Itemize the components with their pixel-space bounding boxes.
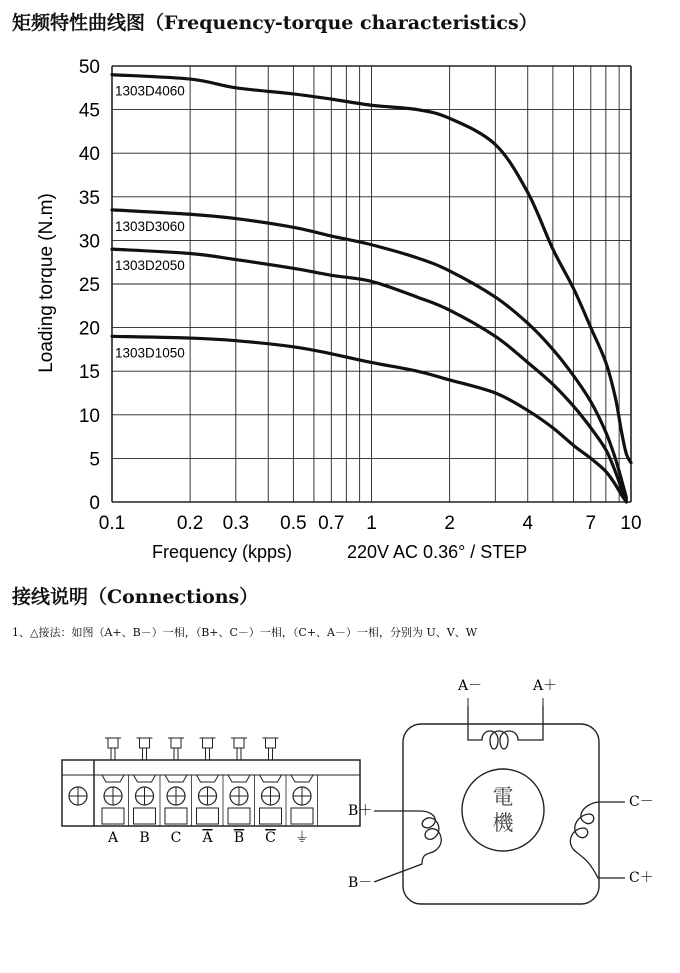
x-tick-label: 2 xyxy=(444,513,455,534)
terminal-label: A xyxy=(107,830,119,846)
motor-char-1: 電 xyxy=(492,785,514,809)
y-tick-label: 15 xyxy=(78,362,100,384)
terminal-label: B xyxy=(233,830,245,846)
terminal-label: C xyxy=(265,830,276,846)
y-tick-label: 20 xyxy=(78,318,100,340)
x-tick-label: 0.3 xyxy=(222,513,250,534)
terminal-labels xyxy=(107,830,309,846)
label-a-minus: A－ xyxy=(457,678,483,694)
y-tick-label: 40 xyxy=(78,144,100,166)
motor-char-2: 機 xyxy=(492,811,514,835)
series-label: 1303D4060 xyxy=(115,83,185,99)
label-a-plus: A＋ xyxy=(532,678,558,694)
y-tick-label: 50 xyxy=(78,57,100,78)
x-axis-label: Frequency (kpps) xyxy=(152,542,293,562)
series-line-1303D2050 xyxy=(112,249,626,500)
x-tick-label: 4 xyxy=(522,513,534,534)
label-b-minus: B－ xyxy=(348,875,373,891)
motor-wiring-diagram xyxy=(340,668,660,908)
series-line-1303D1050 xyxy=(112,336,626,502)
label-c-minus: C－ xyxy=(629,794,654,810)
terminal-block-body xyxy=(62,760,360,826)
terminal-label: A xyxy=(202,830,213,846)
series-label: 1303D3060 xyxy=(115,218,185,234)
connections-note: 1、△接法：如图（A+、B－）一相，（B+、C－）一相，（C+、A－）一相，分别为 U、V、W xyxy=(12,626,478,639)
ground-icon: ⏚ xyxy=(295,830,309,846)
x-tick-label: 10 xyxy=(620,513,642,534)
x-tick-label: 0.5 xyxy=(280,513,307,534)
x-tick-label: 0.2 xyxy=(176,513,204,534)
chart-tick-labels xyxy=(79,57,642,534)
connections-section-title: 接线说明（Connections） xyxy=(12,586,259,608)
y-tick-label: 10 xyxy=(78,405,100,427)
chart-grid xyxy=(112,66,631,502)
y-tick-label: 25 xyxy=(78,275,100,296)
x-tick-label: 7 xyxy=(585,513,597,534)
y-tick-label: 5 xyxy=(89,449,100,471)
coil-c xyxy=(570,802,625,878)
y-tick-label: 30 xyxy=(78,231,100,253)
y-tick-label: 35 xyxy=(78,187,100,209)
coil-b xyxy=(374,811,441,882)
y-axis-label: Loading torque (N.m) xyxy=(36,193,57,373)
terminal-block-diagram xyxy=(50,730,380,850)
terminal-label: C xyxy=(170,830,182,846)
coil-a xyxy=(468,706,543,749)
y-tick-label: 0 xyxy=(89,493,100,514)
x-tick-label: 0.7 xyxy=(318,513,345,534)
x-tick-label: 1 xyxy=(366,513,377,534)
x-tick-label: 0.1 xyxy=(98,513,126,534)
chart-section-title: 矩频特性曲线图（Frequency-torque characteristics） xyxy=(12,12,538,34)
x-axis-extra-label: 220V AC 0.36° / STEP xyxy=(347,542,528,562)
motor-rotor xyxy=(462,769,544,851)
series-label: 1303D2050 xyxy=(115,258,185,274)
label-c-plus: C＋ xyxy=(629,870,654,886)
label-b-plus: B＋ xyxy=(348,803,373,819)
series-label: 1303D1050 xyxy=(115,345,185,361)
y-tick-label: 45 xyxy=(78,100,100,122)
terminal-label: B xyxy=(139,830,150,846)
